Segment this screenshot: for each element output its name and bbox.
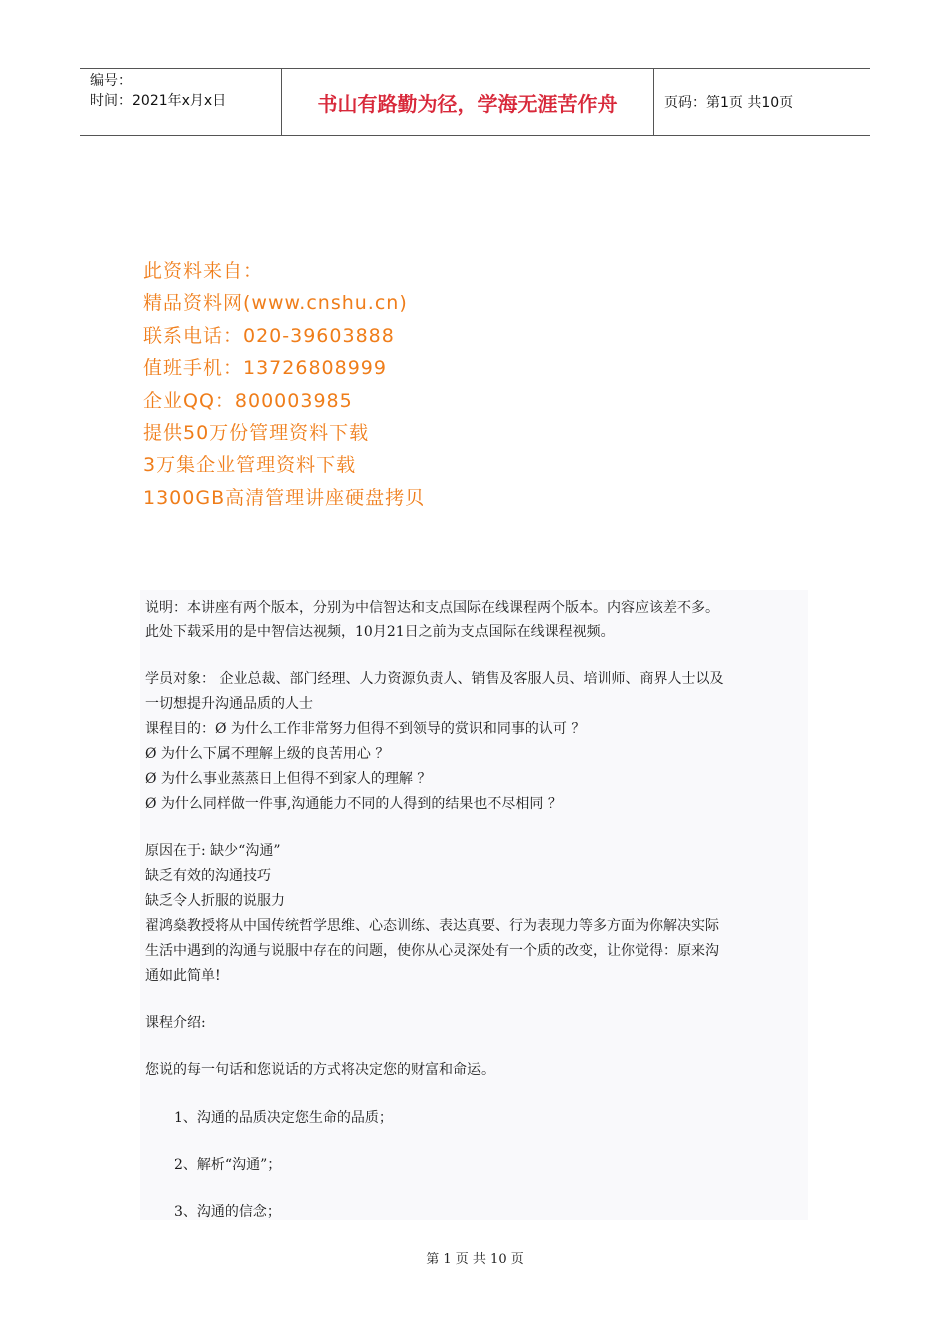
document-header	[80, 68, 870, 136]
source-promo-block	[143, 255, 425, 514]
promo-line: 企业QQ：800003985	[143, 389, 353, 412]
promo-line: 精品资料网(www.cnshu.cn)	[143, 292, 408, 315]
audience-line: 学员对象： 企业总裁、部门经理、人力资源负责人、销售及客服人员、培训师、商界人士以及	[145, 671, 724, 687]
intro-label: 课程介绍:	[145, 1015, 206, 1031]
document-body	[140, 590, 808, 1220]
reason-line: 原因在于: 缺少“沟通”	[145, 843, 281, 859]
description-line: 翟鸿燊教授将从中国传统哲学思维、心态训练、表达真要、行为表现力等多方面为你解决实际	[145, 918, 719, 934]
purpose-line: Ø 为什么下属不理解上级的良苦用心 ？	[145, 746, 390, 762]
page-footer: 第 1 页 共 10 页	[426, 1252, 524, 1267]
reason-line: 缺乏有效的沟通技巧	[145, 868, 271, 884]
description-line: 生活中遇到的沟通与说服中存在的问题，使你从心灵深处有一个质的改变，让你觉得：原来沟	[145, 943, 719, 959]
promo-line: 联系电话：020-39603888	[143, 324, 395, 347]
intro-item: 1、沟通的品质决定您生命的品质；	[174, 1110, 393, 1126]
promo-line: 值班手机：13726808999	[143, 357, 387, 380]
header-page-info: 页码：第1页 共10页	[664, 95, 794, 111]
promo-line: 1300GB高清管理讲座硬盘拷贝	[143, 486, 426, 509]
intro-text: 您说的每一句话和您说话的方式将决定您的财富和命运。	[145, 1062, 495, 1078]
number-label: 编号：	[90, 73, 132, 89]
promo-line: 提供50万份管理资料下载	[143, 421, 370, 444]
audience-line: 一切想提升沟通品质的人士	[145, 696, 313, 712]
description-line: 通如此简单!	[145, 968, 221, 984]
purpose-line: Ø 为什么同样做一件事,沟通能力不同的人得到的结果也不尽相同 ？	[145, 796, 562, 812]
purpose-line: Ø 为什么事业蒸蒸日上但得不到家人的理解 ？	[145, 771, 432, 787]
reason-line: 缺乏令人折服的说服力	[145, 893, 285, 909]
header-motto: 书山有路勤为径，学海无涯苦作舟	[282, 69, 654, 135]
promo-line: 3万集企业管理资料下载	[143, 454, 357, 477]
purpose-line: 课程目的：Ø 为什么工作非常努力但得不到领导的赏识和同事的认可 ？	[145, 721, 586, 737]
intro-item: 2、解析“沟通”；	[174, 1157, 282, 1173]
promo-line: 此资料来自：	[143, 260, 264, 282]
date-label: 时间：2021年x月x日	[90, 93, 227, 109]
note-line: 此处下载采用的是中智信达视频，10月21日之前为支点国际在线课程视频。	[145, 624, 615, 640]
header-meta-cell	[80, 69, 282, 135]
intro-item: 3、沟通的信念；	[174, 1204, 281, 1220]
note-line: 说明：本讲座有两个版本，分别为中信智达和支点国际在线课程两个版本。内容应该差不多。	[145, 600, 719, 616]
